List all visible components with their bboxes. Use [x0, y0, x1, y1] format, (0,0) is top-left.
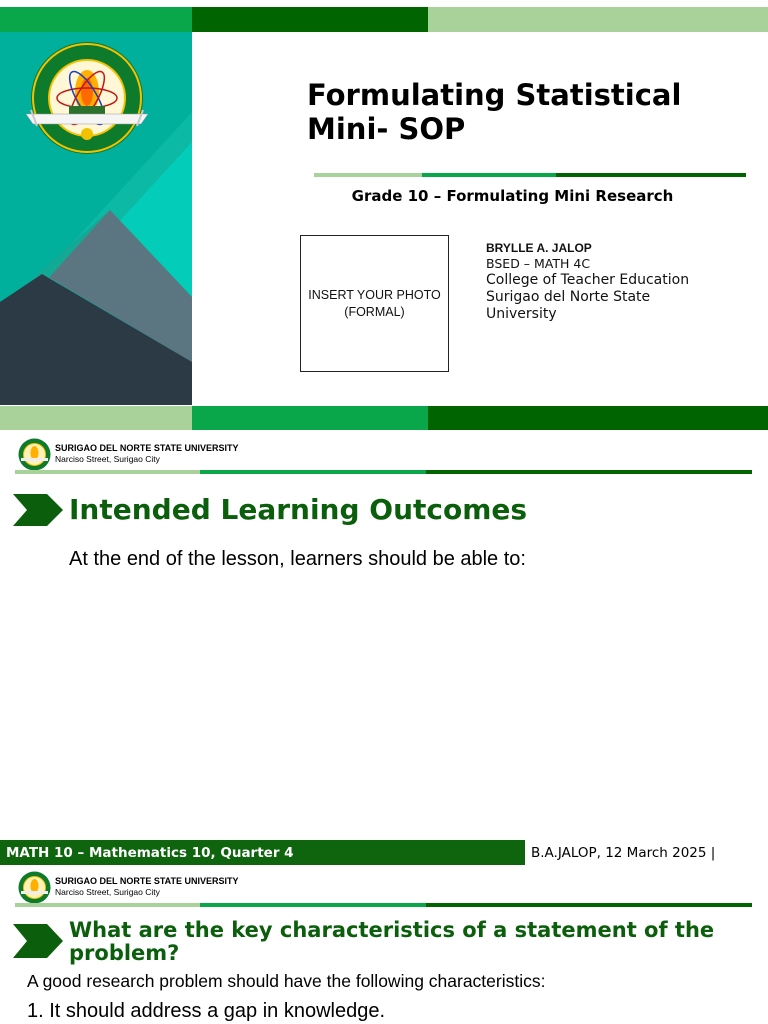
characteristics-intro: A good research problem should have the following characteristics:	[27, 971, 546, 991]
characteristics-heading: What are the key characteristics of a statement of the problem?	[69, 918, 715, 965]
author-course: BSED – MATH 4C	[486, 256, 591, 271]
author-info	[486, 241, 746, 323]
title-underline-dark	[556, 173, 746, 177]
university-seal-icon	[23, 40, 151, 156]
university-seal-icon	[18, 871, 51, 904]
bottom-bar-light-green	[0, 406, 192, 430]
author-name: BRYLLE A. JALOP	[486, 241, 592, 255]
author-college: College of Teacher Education	[486, 272, 690, 288]
header-line-mid	[200, 903, 426, 907]
university-header	[0, 868, 768, 908]
footer-course: MATH 10 – Mathematics 10, Quarter 4	[6, 845, 294, 861]
ilo-heading: Intended Learning Outcomes	[69, 493, 528, 526]
university-seal-icon	[18, 438, 51, 471]
header-line-light	[15, 903, 200, 907]
bottom-bar-dark-green	[428, 406, 768, 430]
header-line-dark	[426, 470, 752, 474]
footer-author-date: B.A.JALOP, 12 March 2025 |	[531, 845, 716, 861]
title-underline-light	[314, 173, 422, 177]
header-line-light	[15, 470, 200, 474]
bottom-bar-mid-green	[192, 406, 428, 430]
chevron-right-icon	[13, 924, 63, 958]
university-header	[0, 435, 768, 475]
header-line-mid	[200, 470, 426, 474]
university-address: Narciso Street, Surigao City	[55, 454, 160, 464]
photo-placeholder	[300, 235, 449, 372]
top-bar-light-green	[428, 7, 768, 32]
photo-placeholder-line-2: (FORMAL)	[344, 304, 405, 319]
header-line-dark	[426, 903, 752, 907]
ilo-intro: At the end of the lesson, learners should be able to:	[69, 548, 526, 570]
presentation-title: Formulating Statistical Mini- SOP	[307, 78, 682, 146]
title-slide	[0, 0, 768, 432]
photo-placeholder-line-1: INSERT YOUR PHOTO	[308, 287, 441, 302]
author-university: Surigao del Norte State University	[486, 289, 651, 322]
university-address: Narciso Street, Surigao City	[55, 887, 160, 897]
chevron-right-icon	[13, 494, 63, 526]
characteristics-item: 1. It should address a gap in knowledge.	[27, 1000, 386, 1022]
university-name: SURIGAO DEL NORTE STATE UNIVERSITY	[55, 443, 239, 453]
title-underline-mid	[422, 173, 556, 177]
university-name: SURIGAO DEL NORTE STATE UNIVERSITY	[55, 876, 239, 886]
top-bar-teal	[0, 7, 192, 32]
presentation-subtitle: Grade 10 – Formulating Mini Research	[351, 187, 674, 205]
top-bar-dark-green	[192, 7, 428, 32]
